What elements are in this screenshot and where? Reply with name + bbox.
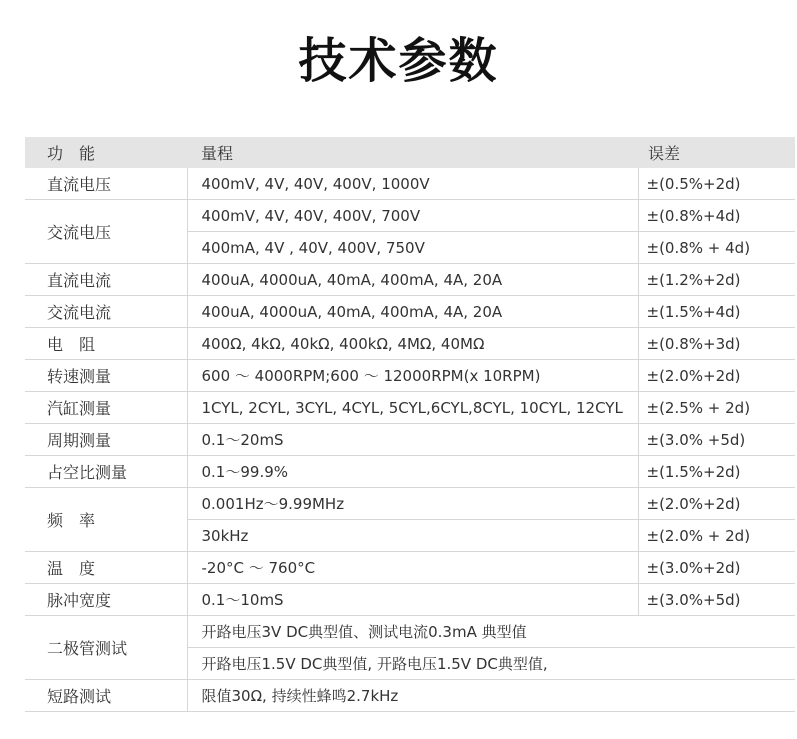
range-cell: 400uA, 4000uA, 40mA, 400mA, 4A, 20A xyxy=(187,296,638,328)
function-cell: 转速测量 xyxy=(25,360,187,392)
function-cell: 温 度 xyxy=(25,552,187,584)
function-cell: 频 率 xyxy=(25,488,187,552)
error-cell: ±(1.5%+4d) xyxy=(638,296,795,328)
table-row xyxy=(25,552,795,584)
error-cell: ±(2.0% + 2d) xyxy=(638,520,795,552)
error-cell: ±(2.0%+2d) xyxy=(638,360,795,392)
range-cell: 限值30Ω, 持续性蜂鸣2.7kHz xyxy=(187,680,795,712)
table-row xyxy=(25,296,795,328)
function-cell: 短路测试 xyxy=(25,680,187,712)
error-cell: ±(2.0%+2d) xyxy=(638,488,795,520)
error-cell: ±(2.5% + 2d) xyxy=(638,392,795,424)
spec-table-body xyxy=(25,168,795,712)
error-cell: ±(3.0%+2d) xyxy=(638,552,795,584)
function-cell: 二极管测试 xyxy=(25,616,187,680)
range-cell: 400Ω, 4kΩ, 40kΩ, 400kΩ, 4MΩ, 40MΩ xyxy=(187,328,638,360)
range-cell: 30kHz xyxy=(187,520,638,552)
error-cell: ±(0.8%+4d) xyxy=(638,200,795,232)
table-row xyxy=(25,360,795,392)
function-cell: 脉冲宽度 xyxy=(25,584,187,616)
error-cell: ±(0.8%+3d) xyxy=(638,328,795,360)
header-range: 量程 xyxy=(187,137,638,168)
table-row xyxy=(25,200,795,232)
error-cell: ±(1.2%+2d) xyxy=(638,264,795,296)
header-error: 误差 xyxy=(638,137,795,168)
error-cell: ±(3.0% +5d) xyxy=(638,424,795,456)
function-cell: 交流电流 xyxy=(25,296,187,328)
range-cell: 开路电压1.5V DC典型值, 开路电压1.5V DC典型值, xyxy=(187,648,795,680)
table-row xyxy=(25,328,795,360)
range-cell: 400mV, 4V, 40V, 400V, 1000V xyxy=(187,168,638,200)
error-cell: ±(0.8% + 4d) xyxy=(638,232,795,264)
range-cell: -20°C ～ 760°C xyxy=(187,552,638,584)
range-cell: 1CYL, 2CYL, 3CYL, 4CYL, 5CYL,6CYL,8CYL, 10CYL, 12CYL xyxy=(187,392,638,424)
function-cell: 直流电流 xyxy=(25,264,187,296)
function-cell: 交流电压 xyxy=(25,200,187,264)
table-header-row xyxy=(25,137,795,168)
table-row xyxy=(25,488,795,520)
table-row xyxy=(25,168,795,200)
table-row xyxy=(25,680,795,712)
function-cell: 电 阻 xyxy=(25,328,187,360)
range-cell: 开路电压3V DC典型值、测试电流0.3mA 典型值 xyxy=(187,616,795,648)
spec-table xyxy=(25,137,795,712)
range-cell: 400mV, 4V, 40V, 400V, 700V xyxy=(187,200,638,232)
error-cell: ±(1.5%+2d) xyxy=(638,456,795,488)
error-cell: ±(0.5%+2d) xyxy=(638,168,795,200)
table-row xyxy=(25,456,795,488)
table-row xyxy=(25,616,795,648)
function-cell: 直流电压 xyxy=(25,168,187,200)
range-cell: 0.1～99.9% xyxy=(187,456,638,488)
table-row xyxy=(25,264,795,296)
range-cell: 400mA, 4V , 40V, 400V, 750V xyxy=(187,232,638,264)
table-row xyxy=(25,424,795,456)
range-cell: 400uA, 4000uA, 40mA, 400mA, 4A, 20A xyxy=(187,264,638,296)
page-title: 技术参数 xyxy=(298,33,499,89)
header-function: 功 能 xyxy=(25,137,187,168)
range-cell: 0.1～20mS xyxy=(187,424,638,456)
range-cell: 600 ～ 4000RPM;600 ～ 12000RPM(x 10RPM) xyxy=(187,360,638,392)
range-cell: 0.1～10mS xyxy=(187,584,638,616)
function-cell: 占空比测量 xyxy=(25,456,187,488)
function-cell: 周期测量 xyxy=(25,424,187,456)
table-row xyxy=(25,584,795,616)
table-row xyxy=(25,392,795,424)
error-cell: ±(3.0%+5d) xyxy=(638,584,795,616)
range-cell: 0.001Hz～9.99MHz xyxy=(187,488,638,520)
function-cell: 汽缸测量 xyxy=(25,392,187,424)
